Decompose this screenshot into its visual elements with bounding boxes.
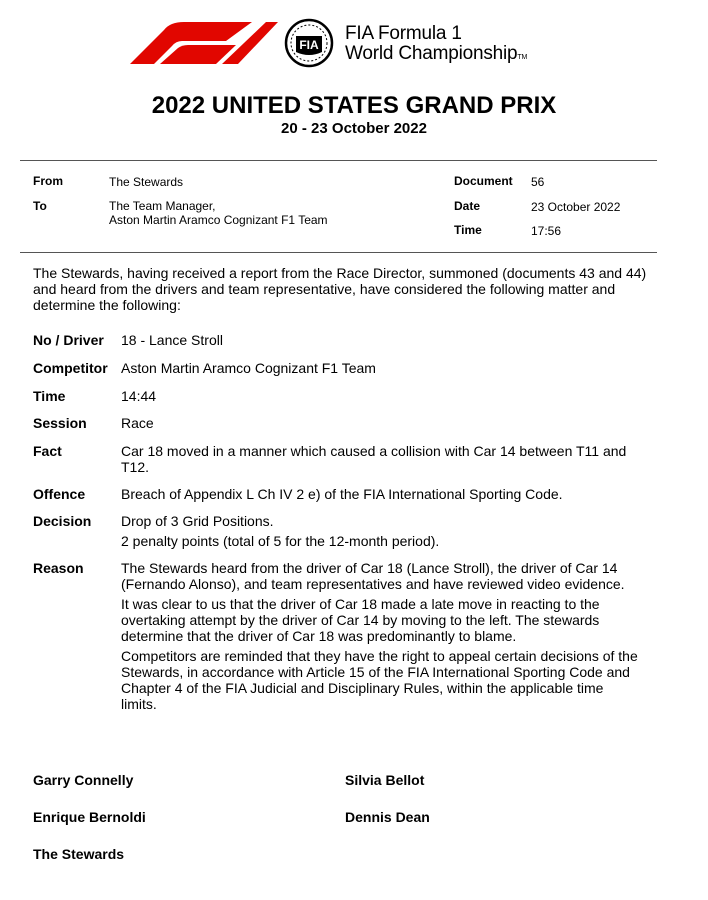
logo-line-2-wrap <box>345 44 527 68</box>
to-value-line-2: Aston Martin Aramco Cognizant F1 Team <box>109 213 328 227</box>
stewards-footer: The Stewards <box>33 846 125 862</box>
time-label: Time <box>454 223 482 237</box>
competitor-label: Competitor <box>33 360 108 376</box>
competitor-value: Aston Martin Aramco Cognizant F1 Team <box>121 360 376 376</box>
document-value: 56 <box>531 175 545 189</box>
intro-paragraph: The Stewards, having received a report from the Race Director, summoned (documents 43 and 44) and heard from the drivers and team representative, have considered the following matter and determine the following: <box>33 265 647 313</box>
reason-paragraph-2: It was clear to us that the driver of Car 18 made a late move in reacting to the overtaking attempt by the driver of Car 14 by moving to the left. The stewards determine that the driver of Car 18 was predominantly to blame. <box>121 596 600 644</box>
logo-line-1: FIA Formula 1 <box>345 23 462 44</box>
driver-label: No / Driver <box>33 332 104 348</box>
to-value-line-1: The Team Manager, <box>109 199 216 213</box>
offence-label: Offence <box>33 486 86 502</box>
date-value: 23 October 2022 <box>531 200 621 214</box>
reason-value <box>121 560 641 716</box>
event-dates: 20 - 23 October 2022 <box>281 120 427 137</box>
steward-name-3: Enrique Bernoldi <box>33 809 146 825</box>
driver-value: 18 - Lance Stroll <box>121 332 223 348</box>
to-value <box>109 199 328 227</box>
session-label: Session <box>33 415 87 431</box>
fact-label: Fact <box>33 443 62 459</box>
reason-paragraph-1: The Stewards heard from the driver of Car 18 (Lance Stroll), the driver of Car 14 (Fernando Alonso), and team representatives and have reviewed video evidence. <box>121 560 625 592</box>
meta-divider <box>20 252 657 253</box>
trademark: TM <box>517 54 528 61</box>
steward-name-2: Silvia Bellot <box>345 772 425 788</box>
document-header-logo <box>130 18 590 68</box>
time-value: 17:56 <box>531 224 562 238</box>
offence-value: Breach of Appendix L Ch IV 2 e) of the FIA International Sporting Code. <box>121 486 563 502</box>
event-title: 2022 UNITED STATES GRAND PRIX <box>151 92 557 119</box>
decision-value <box>121 513 651 553</box>
fia-seal-icon <box>278 18 340 68</box>
from-label: From <box>33 174 63 188</box>
from-value: The Stewards <box>109 175 184 189</box>
decision-label: Decision <box>33 513 92 529</box>
fact-value: Car 18 moved in a manner which caused a collision with Car 14 between T11 and T12. <box>121 443 627 475</box>
decision-line-1: Drop of 3 Grid Positions. <box>121 513 274 529</box>
time-field-label: Time <box>33 388 66 404</box>
fia-seal-lettering: FIA <box>299 38 319 52</box>
logo-line-2: World Championship <box>345 43 518 64</box>
time-field-value: 14:44 <box>121 388 157 404</box>
steward-name-1: Garry Connelly <box>33 772 134 788</box>
document-label: Document <box>454 174 513 188</box>
championship-lettering <box>345 24 527 68</box>
f1-logo <box>130 20 278 64</box>
session-value: Race <box>121 415 154 431</box>
to-label: To <box>33 199 47 213</box>
reason-label: Reason <box>33 560 84 576</box>
reason-paragraph-3: Competitors are reminded that they have the right to appeal certain decisions of the Stewards, in accordance with Article 15 of the FIA International Sporting Code and Chapter 4 of the FIA Judicial and Disciplinary Rules, within the applicable time limits. <box>121 648 638 712</box>
top-divider <box>20 160 657 161</box>
date-label: Date <box>454 199 481 213</box>
decision-line-2: 2 penalty points (total of 5 for the 12-month period). <box>121 533 440 549</box>
steward-name-4: Dennis Dean <box>345 809 430 825</box>
